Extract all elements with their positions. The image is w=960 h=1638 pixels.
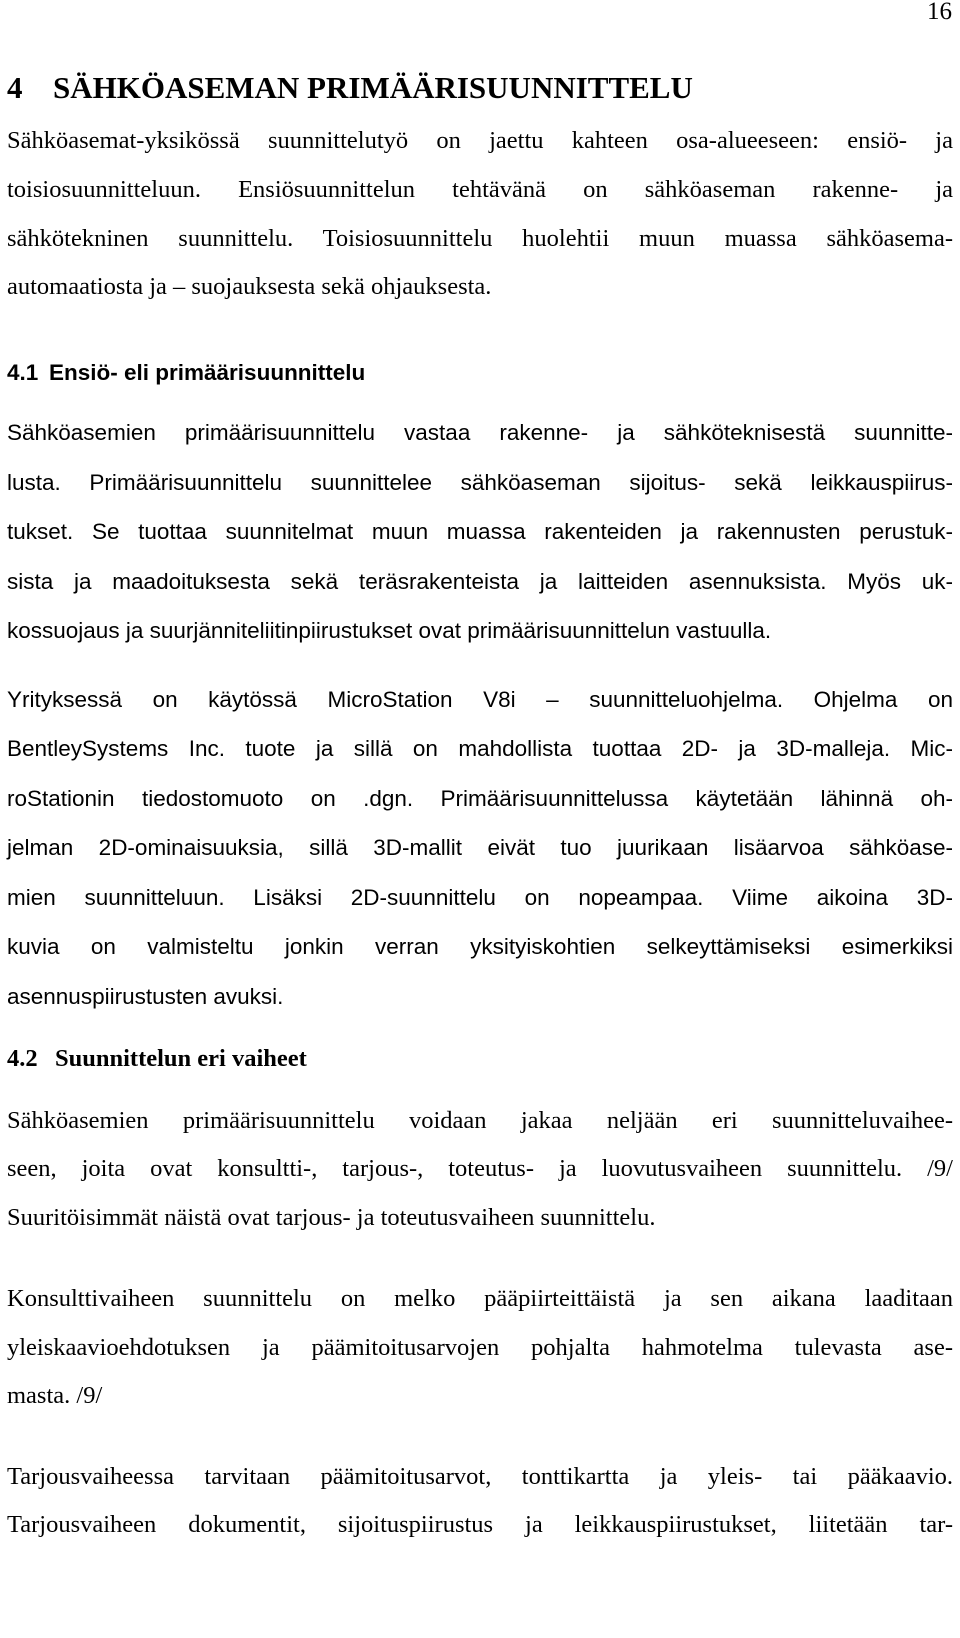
text-line: Yrityksessä on käytössä MicroStation V8i – suunnitteluohjelma. Ohjelma on [7,687,953,712]
section-title: Suunnittelun eri vaiheet [55,1045,307,1072]
text-line: Tarjousvaiheessa tarvitaan päämitoitusarvot, tonttikartta ja yleis- tai pääkaavio. [7,1463,953,1490]
text-line: tukset. Se tuottaa suunnitelmat muun muassa rakenteiden ja rakennusten perustuk- [7,519,953,544]
text-line: Sähköasemien primäärisuunnittelu vastaa rakenne- ja sähköteknisestä suunnitte- [7,420,953,445]
text-line: yleiskaavioehdotuksen ja päämitoitusarvojen pohjalta hahmotelma tulevasta ase- [7,1334,953,1361]
section-number: 4.1 [7,360,39,385]
text-line: Konsulttivaiheen suunnittelu on melko pääpiirteittäistä ja sen aikana laaditaan [7,1285,953,1312]
text-line: kuvia on valmisteltu jonkin verran yksityiskohtien selkeyttämiseksi esimerkiksi [7,934,953,959]
section-title: Ensiö- eli primäärisuunnittelu [49,360,366,385]
text-line: seen, joita ovat konsultti-, tarjous-, toteutus- ja luovutusvaiheen suunnittelu. /9/ [7,1155,953,1182]
text-line: kossuojaus ja suurjänniteliitinpiirustukset ovat primäärisuunnittelun vastuulla. [7,618,772,643]
text-line: automaatiosta ja – suojauksesta sekä ohjauksesta. [7,273,492,300]
text-line: Suuritöisimmät näistä ovat tarjous- ja toteutusvaiheen suunnittelu. [7,1204,656,1231]
text-line: asennuspiirustusten avuksi. [7,984,284,1009]
text-line: sähkötekninen suunnittelu. Toisiosuunnittelu huolehtii muun muassa sähköasema- [7,225,953,252]
text-line: masta. /9/ [7,1382,103,1409]
text-line: Sähköasemat-yksikössä suunnittelutyö on jaettu kahteen osa-alueeseen: ensiö- ja [7,127,953,154]
text-line: Sähköasemien primäärisuunnittelu voidaan jakaa neljään eri suunnitteluvaihee- [7,1107,953,1134]
chapter-title: SÄHKÖASEMAN PRIMÄÄRISUUNNITTELU [53,70,693,105]
text-line: lusta. Primäärisuunnittelu suunnittelee sähköaseman sijoitus- sekä leikkauspiirus- [7,470,953,495]
text-line: jelman 2D-ominaisuuksia, sillä 3D-mallit eivät tuo juurikaan lisäarvoa sähköase- [7,835,953,860]
text-line: toisiosuunnitteluun. Ensiösuunnittelun tehtävänä on sähköaseman rakenne- ja [7,176,953,203]
section-heading-4-2 [7,1044,307,1074]
text-line: roStationin tiedostomuoto on .dgn. Primäärisuunnittelussa käytetään lähinnä oh- [7,786,953,811]
section-heading-4-1 [7,358,365,388]
text-line: sista ja maadoituksesta sekä teräsrakenteista ja laitteiden asennuksista. Myös uk- [7,569,953,594]
section-number: 4.2 [7,1045,38,1072]
text-line: mien suunnitteluun. Lisäksi 2D-suunnittelu on nopeampaa. Viime aikoina 3D- [7,885,953,910]
page-number: 16 [927,0,952,25]
chapter-number: 4 [7,70,23,105]
chapter-heading [7,68,693,108]
text-line: Tarjousvaiheen dokumentit, sijoituspiirustus ja leikkauspiirustukset, liitetään tar- [7,1511,953,1538]
text-line: BentleySystems Inc. tuote ja sillä on mahdollista tuottaa 2D- ja 3D-malleja. Mic- [7,736,953,761]
